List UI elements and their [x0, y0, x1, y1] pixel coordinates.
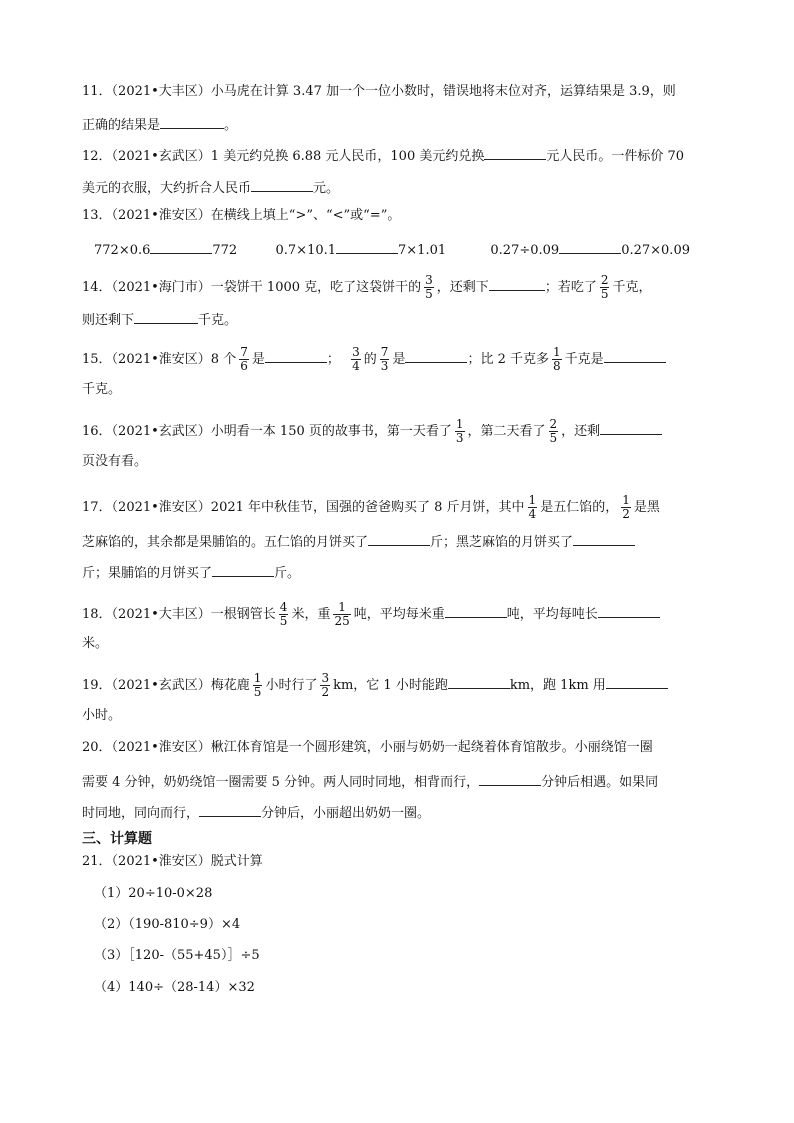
answer-blank[interactable]	[573, 532, 635, 546]
q11-text: 11．（2021•大丰区）小马虎在计算 3.47 加一个一位小数时，错误地将末位对齐，运算结果是 3.9，则	[82, 84, 676, 99]
calc-item: （1）20÷10-0×28	[94, 886, 213, 901]
q20-line3	[82, 803, 430, 822]
q18-line2	[82, 636, 108, 652]
q14-line2	[82, 310, 237, 329]
q12-line1	[82, 146, 684, 165]
fraction: $\frac{2}{5}$	[600, 273, 609, 301]
q14-line1	[82, 274, 651, 301]
fraction: $\frac{3}{5}$	[425, 273, 433, 301]
compare-left: 0.7×10.1	[275, 243, 337, 258]
q15-text6: ；比 2 千克多	[467, 352, 549, 367]
compare-left: 772×0.6	[94, 243, 151, 258]
q14-text5: 则还剩下	[82, 313, 135, 328]
answer-blank[interactable]	[448, 675, 510, 689]
section-heading: 三、计算题	[82, 831, 152, 847]
q18-text3: 吨，平均每米重	[353, 607, 445, 622]
answer-blank[interactable]	[479, 772, 541, 786]
q18-text: 18．（2021•大丰区）一根钢管长	[82, 607, 276, 622]
calc-item: （3）［120-（55+45）］÷5	[94, 948, 260, 963]
q15-line2	[82, 382, 121, 398]
q15-text: 15．（2021•淮安区）8 个	[82, 352, 237, 367]
q19-text4: km，跑 1km 用	[509, 678, 606, 693]
q14-text2: ，还剩下	[436, 280, 489, 295]
answer-blank[interactable]	[405, 349, 467, 363]
q17-text6: 斤；果脯馅的月饼买了	[82, 566, 213, 581]
q16-text4: 页没有看。	[82, 454, 148, 469]
q11-text2: 正确的结果是	[82, 118, 161, 133]
calc-item: （4）140÷（28-14）×32	[94, 980, 255, 995]
answer-blank[interactable]	[606, 675, 668, 689]
q14-text3: ；若吃了	[544, 280, 597, 295]
q18-text5: 米。	[82, 636, 109, 651]
answer-blank[interactable]	[251, 178, 313, 192]
answer-blank[interactable]	[598, 604, 660, 618]
q20-line2	[82, 772, 658, 791]
q17-text3: 是黑	[633, 500, 660, 515]
fraction: $\frac{7}{6}$	[240, 345, 248, 373]
fraction: $\frac{1}{2}$	[622, 493, 630, 521]
q12-text2: 元人民币。一件标价 70	[546, 149, 685, 164]
q16-line2	[82, 454, 147, 470]
answer-blank[interactable]	[150, 240, 212, 254]
q14-text6: 千克。	[198, 313, 238, 328]
compare-right: 7×1.01	[398, 243, 447, 258]
fraction: $\frac{7}{3}$	[380, 345, 389, 373]
answer-blank[interactable]	[336, 240, 398, 254]
q12-line2	[82, 178, 339, 197]
q16-text2: ，第二天看了	[467, 424, 546, 439]
fraction: $\frac{2}{5}$	[549, 417, 558, 445]
q17-line3	[82, 563, 300, 582]
q21-text: 21．（2021•淮安区）脱式计算	[82, 854, 263, 869]
q19-text5: 小时。	[82, 708, 122, 723]
q16-line1	[82, 418, 662, 445]
fraction: $\frac{1}{3}$	[455, 417, 464, 445]
q19-text3: km，它 1 小时能跑	[333, 678, 448, 693]
q13-text: 13．（2021•淮安区）在横线上填上“>”、“<”或“=”。	[82, 208, 401, 223]
q13-comparisons	[94, 240, 690, 259]
answer-blank[interactable]	[604, 349, 666, 363]
compare-left: 0.27÷0.09	[490, 243, 560, 258]
q20-text3: 分钟后相遇。如果同	[541, 775, 659, 790]
q19-text2: 小时行了	[265, 678, 318, 693]
q18-line1	[82, 601, 660, 628]
q17-text: 17．（2021•淮安区）2021 年中秋佳节，国强的爸爸购买了 8 斤月饼，其中	[82, 500, 525, 515]
answer-blank[interactable]	[368, 532, 430, 546]
answer-blank[interactable]	[265, 349, 327, 363]
q15-line1	[82, 346, 666, 373]
q20-line1	[82, 740, 653, 756]
answer-blank[interactable]	[160, 115, 224, 129]
q19-line1	[82, 672, 668, 699]
q21-title	[82, 854, 263, 870]
q17-line1	[82, 494, 660, 521]
answer-blank[interactable]	[559, 240, 621, 254]
q15-text5: 是	[392, 352, 406, 367]
q17-text2: 是五仁馅的，	[540, 500, 619, 515]
answer-blank[interactable]	[484, 146, 546, 160]
q17-text7: 斤。	[274, 566, 301, 581]
q11-line2	[82, 115, 237, 134]
q17-line2	[82, 532, 635, 551]
fraction: $\frac{1}{4}$	[528, 493, 537, 521]
answer-blank[interactable]	[489, 277, 545, 291]
fraction: $\frac{1}{25}$	[334, 600, 350, 628]
q15-text8: 千克。	[82, 382, 122, 397]
q14-text: 14．（2021•海门市）一袋饼干 1000 克，吃了这袋饼干的	[82, 280, 422, 295]
compare-right: 772	[212, 243, 238, 258]
q16-text3: ，还剩	[561, 424, 601, 439]
calc-item: （2）（190-810÷9）×4	[94, 917, 241, 932]
q12-text: 12．（2021•玄武区）1 美元约兑换 6.88 元人民币，100 美元约兑换	[82, 149, 485, 164]
q12-text4: 元。	[313, 181, 340, 196]
q11-text3: 。	[224, 118, 238, 133]
q20-text2: 需要 4 分钟，奶奶绕馆一圈需要 5 分钟。两人同时同地，相背而行，	[82, 775, 480, 790]
fraction: $\frac{1}{5}$	[253, 671, 262, 699]
q14-text4: 千克，	[612, 280, 652, 295]
answer-blank[interactable]	[134, 310, 198, 324]
compare-right: 0.27×0.09	[621, 243, 690, 258]
q15-text4: 的	[363, 352, 377, 367]
q12-text3: 美元的衣服，大约折合人民币	[82, 181, 252, 196]
answer-blank[interactable]	[199, 803, 261, 817]
fraction: $\frac{3}{2}$	[321, 671, 330, 699]
answer-blank[interactable]	[445, 604, 507, 618]
fraction: $\frac{3}{4}$	[352, 345, 360, 373]
q17-text5: 斤；黑芝麻馅的月饼买了	[430, 535, 574, 550]
q19-line2	[82, 708, 121, 724]
q18-text4: 吨，平均每吨长	[506, 607, 598, 622]
q13-line1	[82, 208, 400, 224]
fraction: $\frac{4}{5}$	[279, 600, 288, 628]
q15-text3: ；	[326, 352, 340, 367]
q15-text2: 是	[251, 352, 265, 367]
q17-text4: 芝麻馅的，其余都是果脯馅的。五仁馅的月饼买了	[82, 535, 369, 550]
q20-text4: 时同地，同向而行，	[82, 806, 200, 821]
q15-text7: 千克是	[564, 352, 604, 367]
answer-blank[interactable]	[212, 563, 274, 577]
fraction: $\frac{1}{8}$	[553, 345, 561, 373]
q19-text: 19．（2021•玄武区）梅花鹿	[82, 678, 250, 693]
q20-text5: 分钟后，小丽超出奶奶一圈。	[261, 806, 431, 821]
answer-blank[interactable]	[600, 421, 662, 435]
q16-text: 16．（2021•玄武区）小明看一本 150 页的故事书，第一天看了	[82, 424, 452, 439]
q11-line1	[82, 84, 676, 100]
q20-text: 20．（2021•淮安区）楸江体育馆是一个圆形建筑，小丽与奶奶一起绕着体育馆散步。小丽绕馆一圈	[82, 740, 653, 755]
q18-text2: 米，重	[291, 607, 331, 622]
